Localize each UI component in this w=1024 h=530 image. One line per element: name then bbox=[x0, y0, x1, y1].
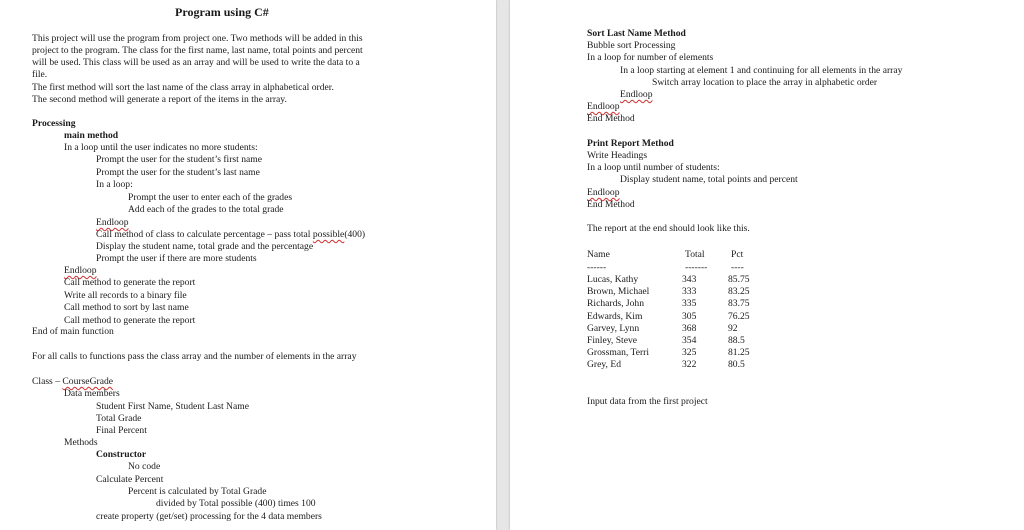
call-report: Call method to generate the report bbox=[64, 277, 196, 288]
create-property: create property (get/set) processing for the 4 data members bbox=[96, 511, 322, 522]
report-cell-total: 343 bbox=[682, 274, 697, 285]
constructor: Constructor bbox=[96, 449, 147, 460]
processing-heading: Processing bbox=[32, 118, 76, 129]
report-cell-name: Grey, Ed bbox=[587, 359, 622, 371]
no-code: No code bbox=[128, 461, 161, 472]
report-cell-pct: 76.25 bbox=[728, 310, 750, 322]
document-page-left bbox=[0, 0, 496, 530]
print-endloop: Endloop bbox=[587, 187, 620, 198]
report-cell-total: 335 bbox=[682, 298, 697, 310]
report-cell-pct: 80.5 bbox=[728, 359, 745, 371]
class-heading bbox=[32, 376, 113, 388]
calculate-percent: Calculate Percent bbox=[96, 474, 164, 485]
end-main: End of main function bbox=[32, 326, 114, 337]
call-sort: Call method to sort by last name bbox=[64, 302, 189, 313]
print-method-heading: Print Report Method bbox=[587, 138, 674, 149]
divided-by: divided by Total possible (400) times 100 bbox=[156, 498, 316, 509]
intro-line-5: The first method will sort the last name of the class array in alphabetical order. bbox=[32, 82, 334, 93]
intro-line-4: file. bbox=[32, 69, 48, 80]
intro-line-2: project to the program. The class for the first name, last name, total points and percent bbox=[32, 45, 363, 56]
display-student: Display the student name, total grade and the percentage bbox=[96, 241, 314, 252]
report-cell-name: Lucas, Kathy bbox=[587, 274, 639, 285]
sort-method-heading: Sort Last Name Method bbox=[587, 28, 686, 39]
sort-line-1: Bubble sort Processing bbox=[587, 40, 676, 51]
report-cell-total: 325 bbox=[682, 347, 697, 359]
prompt-first-name: Prompt the user for the student’s first name bbox=[96, 154, 262, 165]
class-name: CourseGrade bbox=[62, 376, 114, 387]
sort-endloop-outer: Endloop bbox=[587, 101, 620, 112]
endloop-outer: Endloop bbox=[64, 265, 97, 276]
print-line-2: In a loop until number of students: bbox=[587, 162, 720, 173]
sort-line-3: In a loop starting at element 1 and continuing for all elements in the array bbox=[620, 65, 903, 76]
report-header-name: Name bbox=[587, 249, 610, 260]
page-title: Program using C# bbox=[175, 5, 269, 19]
intro-line-6: The second method will generate a report of the items in the array. bbox=[32, 94, 287, 105]
class-prefix: Class – bbox=[32, 376, 63, 387]
report-intro: The report at the end should look like this. bbox=[587, 223, 750, 234]
student-names: Student First Name, Student Last Name bbox=[96, 401, 249, 412]
report-cell-name: Brown, Michael bbox=[587, 286, 650, 298]
report-cell-total: 368 bbox=[682, 322, 697, 334]
calls-note: For all calls to functions pass the class array and the number of elements in the array bbox=[32, 351, 357, 362]
report-cell-name: Edwards, Kim bbox=[587, 310, 643, 322]
intro-line-3: will be used. This class will be used as an array and will be used to write the data to a bbox=[32, 57, 360, 68]
prompt-grades: Prompt the user to enter each of the grades bbox=[128, 192, 293, 203]
report-cell-pct: 83.75 bbox=[728, 298, 750, 310]
methods: Methods bbox=[64, 437, 98, 448]
report-cell-pct: 88.5 bbox=[728, 335, 745, 346]
report-separator-name: ------ bbox=[587, 262, 607, 273]
sort-endloop-inner: Endloop bbox=[620, 89, 653, 100]
call-percent-squiggle: possible bbox=[312, 229, 345, 240]
data-members: Data members bbox=[64, 388, 120, 399]
report-cell-pct: 83.25 bbox=[728, 286, 750, 298]
report-cell-total: 333 bbox=[682, 286, 697, 298]
sort-line-2: In a loop for number of elements bbox=[587, 52, 714, 63]
report-cell-name: Grossman, Terri bbox=[587, 347, 650, 359]
call-percent-end: (400) bbox=[344, 229, 366, 240]
call-report-2: Call method to generate the report bbox=[64, 315, 196, 326]
write-records: Write all records to a binary file bbox=[64, 290, 187, 301]
final-percent: Final Percent bbox=[96, 425, 147, 436]
report-cell-total: 305 bbox=[682, 310, 697, 322]
report-cell-total: 322 bbox=[682, 359, 697, 371]
report-cell-name: Garvey, Lynn bbox=[587, 322, 640, 334]
sort-end-method: End Method bbox=[587, 113, 635, 124]
input-note: Input data from the first project bbox=[587, 396, 708, 407]
prompt-last-name: Prompt the user for the student’s last name bbox=[96, 167, 260, 178]
report-separator-total: ------- bbox=[685, 262, 708, 273]
report-cell-total: 354 bbox=[682, 335, 697, 346]
intro-line-1: This project will use the program from project one. Two methods will be added in this bbox=[32, 33, 363, 44]
report-cell-pct: 92 bbox=[728, 322, 738, 334]
print-line-3: Display student name, total points and percent bbox=[620, 174, 798, 185]
sort-line-4: Switch array location to place the array in alphabetic order bbox=[652, 77, 878, 88]
call-percent-line bbox=[96, 229, 365, 241]
report-header-pct: Pct bbox=[731, 249, 744, 260]
report-separator-pct: ---- bbox=[731, 262, 744, 273]
total-grade: Total Grade bbox=[96, 413, 142, 424]
print-end-method: End Method bbox=[587, 199, 635, 210]
document-page-right bbox=[510, 0, 1024, 530]
report-header-total: Total bbox=[685, 249, 705, 260]
main-method-heading: main method bbox=[64, 130, 119, 141]
print-line-1: Write Headings bbox=[587, 150, 648, 161]
call-percent-text: Call method of class to calculate percentage – pass total bbox=[96, 229, 313, 240]
in-a-loop: In a loop: bbox=[96, 179, 133, 190]
add-grades: Add each of the grades to the total grade bbox=[128, 204, 284, 215]
report-cell-pct: 85.75 bbox=[728, 274, 750, 285]
report-cell-pct: 81.25 bbox=[728, 347, 750, 359]
loop-intro: In a loop until the user indicates no more students: bbox=[64, 142, 258, 153]
report-cell-name: Richards, John bbox=[587, 298, 645, 310]
percent-calculation: Percent is calculated by Total Grade bbox=[128, 486, 267, 497]
prompt-more: Prompt the user if there are more students bbox=[96, 253, 257, 264]
endloop-inner: Endloop bbox=[96, 217, 129, 228]
report-cell-name: Finley, Steve bbox=[587, 335, 638, 346]
